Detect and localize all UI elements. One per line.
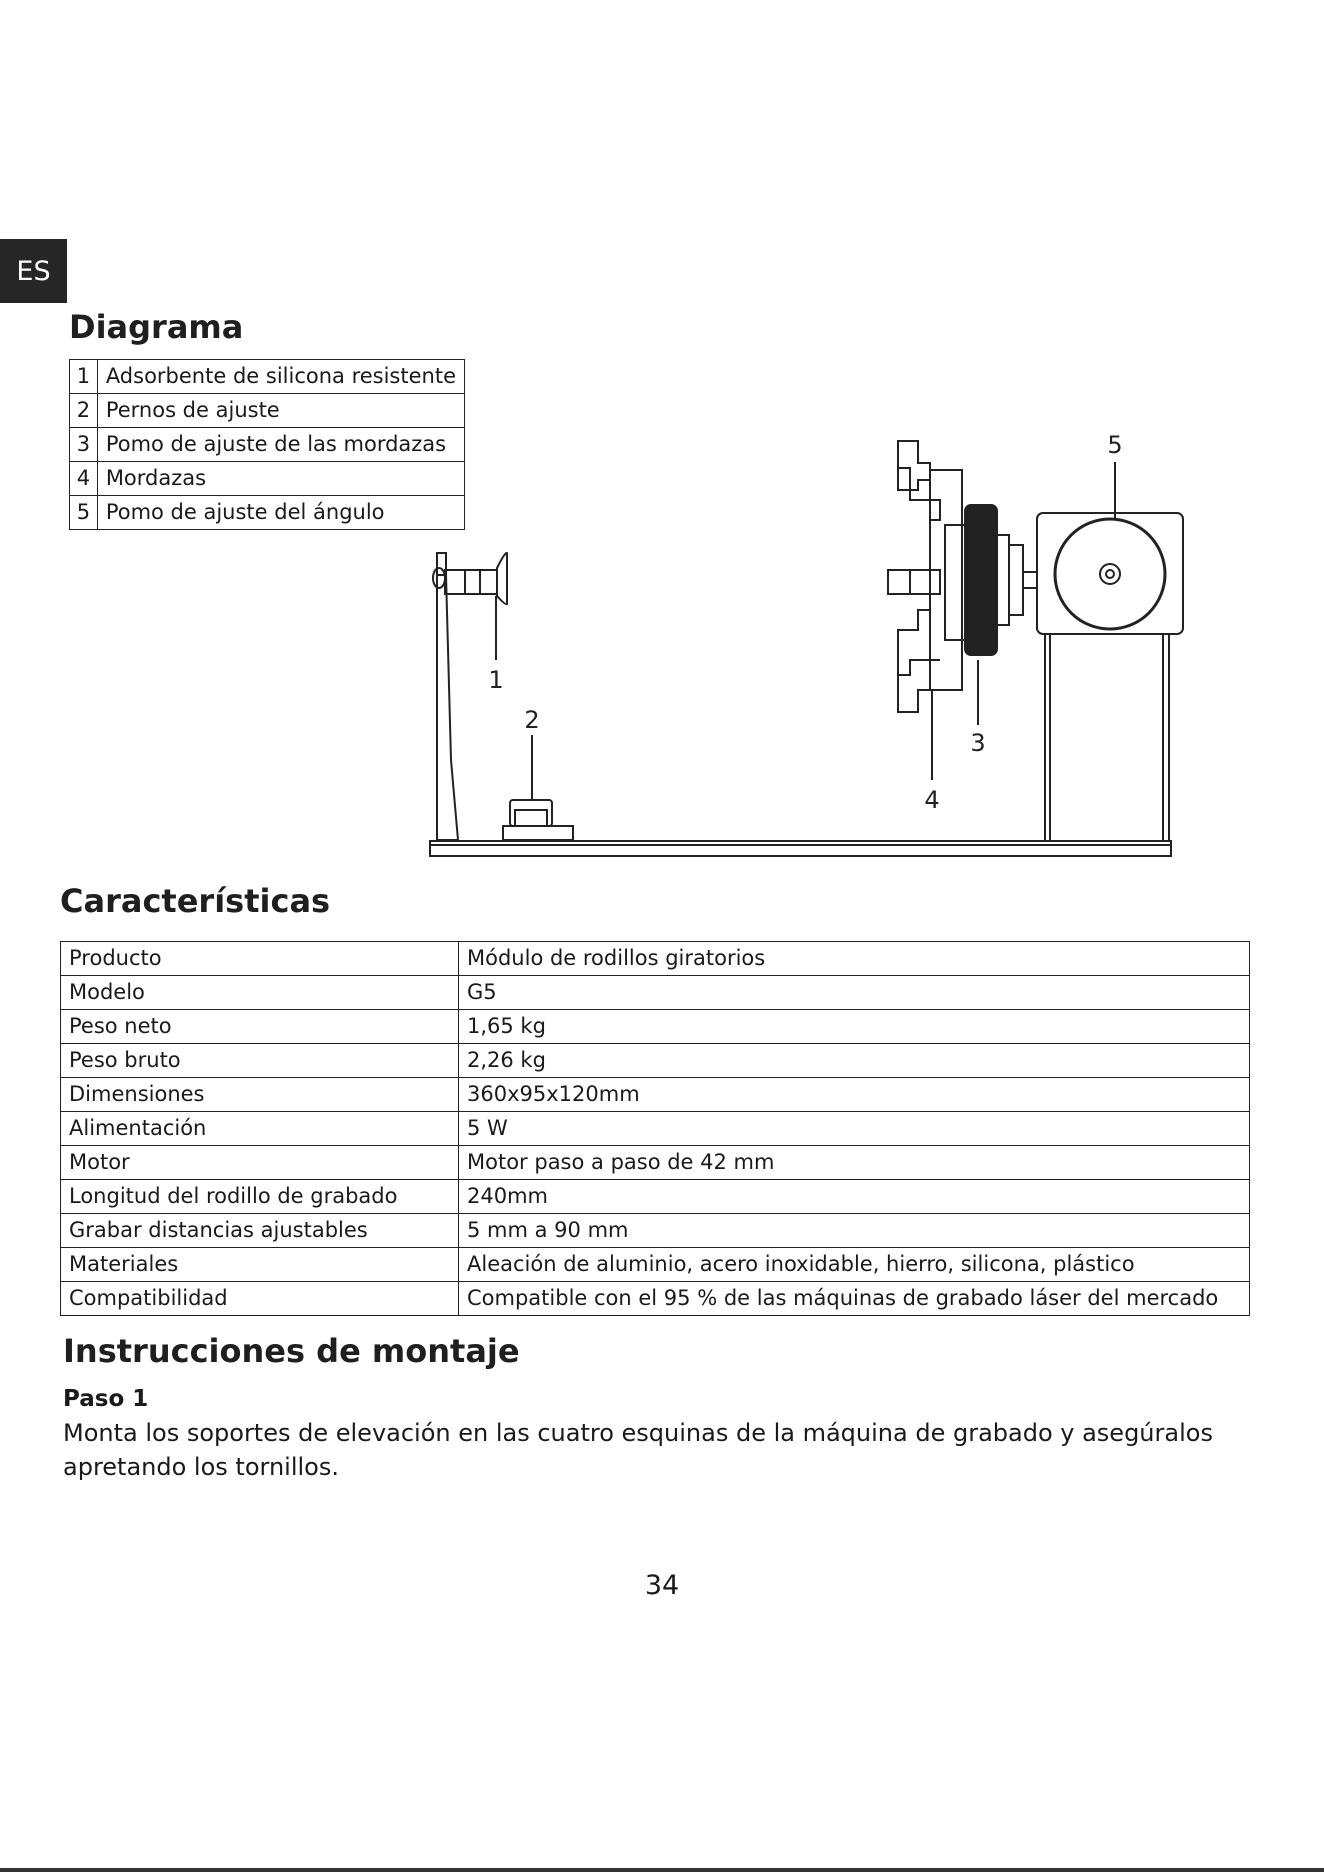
part-number: 2 [70,394,98,428]
spec-value: 1,65 kg [459,1010,1250,1044]
table-row [61,1078,1250,1112]
spec-key: Peso bruto [61,1044,459,1078]
spec-key: Compatibilidad [61,1282,459,1316]
spec-key: Peso neto [61,1010,459,1044]
step-title: Paso 1 [63,1386,149,1412]
spec-value: G5 [459,976,1250,1010]
part-number: 5 [70,496,98,530]
step-text: Monta los soportes de elevación en las cuatro esquinas de la máquina de grabado y asegúralos apretando los tornillos. [63,1419,1213,1481]
spec-value: Aleación de aluminio, acero inoxidable, hierro, silicona, plástico [459,1248,1250,1282]
part-number: 4 [70,462,98,496]
table-row [61,1112,1250,1146]
table-row [61,976,1250,1010]
callout-2: 2 [524,706,540,734]
left-upright [437,553,458,840]
part-label: Mordazas [97,462,464,496]
spec-key: Producto [61,942,459,976]
table-row [61,942,1250,976]
table-row [61,1044,1250,1078]
language-tab: ES [0,239,67,303]
table-row [61,1180,1250,1214]
page-divider [0,1868,1324,1872]
spec-key: Materiales [61,1248,459,1282]
callout-5: 5 [1107,431,1123,459]
callout-1: 1 [488,666,504,694]
spec-value: Compatible con el 95 % de las máquinas de grabado láser del mercado [459,1282,1250,1316]
spec-value: 240mm [459,1180,1250,1214]
diagram-heading: Diagrama [69,308,244,346]
spec-key: Dimensiones [61,1078,459,1112]
spec-value: Motor paso a paso de 42 mm [459,1146,1250,1180]
spec-value: 360x95x120mm [459,1078,1250,1112]
roller-module-diagram [0,0,1324,880]
spec-key: Grabar distancias ajustables [61,1214,459,1248]
part-label: Pomo de ajuste de las mordazas [97,428,464,462]
part-number: 1 [70,360,98,394]
table-row [61,1146,1250,1180]
spec-value: 5 mm a 90 mm [459,1214,1250,1248]
spec-key: Longitud del rodillo de grabado [61,1180,459,1214]
jaw-assembly [888,441,1037,712]
specs-table [60,941,1250,1316]
spec-key: Alimentación [61,1112,459,1146]
callout-3: 3 [970,729,986,757]
part-label: Pomo de ajuste del ángulo [97,496,464,530]
page-number: 34 [644,1570,680,1601]
spec-value: 5 W [459,1112,1250,1146]
table-row [61,1214,1250,1248]
part-label: Pernos de ajuste [97,394,464,428]
callout-4: 4 [924,786,940,814]
features-heading: Características [60,882,331,920]
table-row [61,1248,1250,1282]
part-label: Adsorbente de silicona resistente [97,360,464,394]
spec-value: 2,26 kg [459,1044,1250,1078]
spec-value: Módulo de rodillos giratorios [459,942,1250,976]
spec-key: Modelo [61,976,459,1010]
table-row [61,1010,1250,1044]
spec-key: Motor [61,1146,459,1180]
base-plate [430,841,1171,856]
part-number: 3 [70,428,98,462]
adjusting-bolt [503,800,573,840]
table-row [61,1282,1250,1316]
motor-housing [1037,513,1183,841]
assembly-heading: Instrucciones de montaje [63,1332,520,1370]
